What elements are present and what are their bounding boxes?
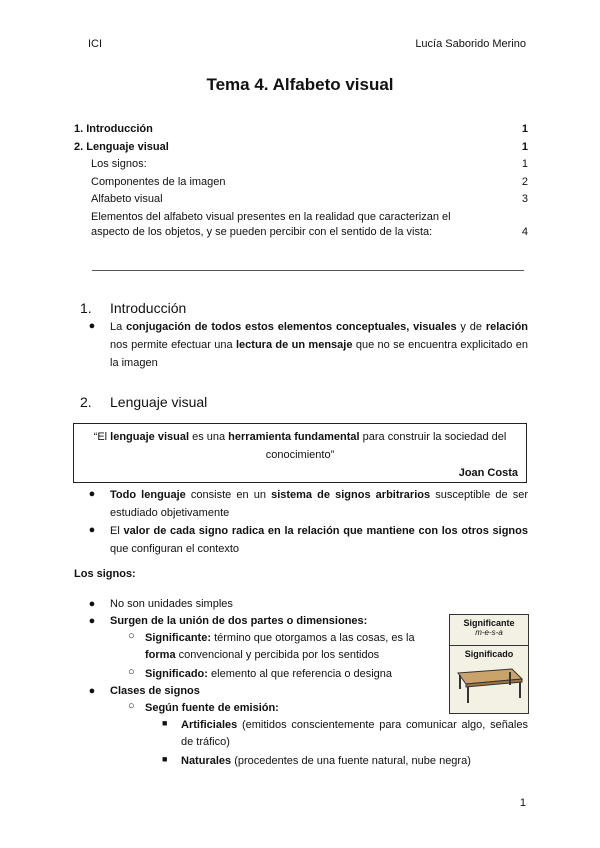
- toc-entry-page: 3: [521, 193, 528, 206]
- circle-bullet-icon: ○: [128, 630, 135, 642]
- bullet-icon: ●: [88, 320, 96, 332]
- toc-entry-page: 1: [521, 123, 528, 135]
- quote-box: [73, 423, 527, 483]
- toc-entry: [74, 210, 528, 240]
- table-icon: [450, 659, 527, 709]
- bullet-icon: ●: [88, 615, 96, 627]
- signos-item-3: Clases de signos: [110, 685, 200, 697]
- signos-heading: Los signos:: [74, 568, 136, 580]
- signos-item-2: Surgen de la unión de dos partes o dimensiones:: [110, 615, 368, 627]
- bullet-icon: ●: [88, 598, 96, 610]
- page-number: 1: [519, 797, 526, 809]
- square-bullet-icon: ■: [162, 718, 168, 728]
- quote-author: Joan Costa: [458, 467, 518, 479]
- toc-entry-title: Alfabeto visual: [91, 193, 163, 206]
- toc-entry: [74, 122, 528, 137]
- section-2-heading: [80, 394, 207, 410]
- significante-word: m-e-s-a: [475, 628, 503, 637]
- header-author: Lucía Saborido Merino: [415, 38, 526, 50]
- section-1-paragraph: La conjugación de todos estos elementos conceptuales, visuales y de relación nos permite efectuar una lectura de un mensaje que no se encuentra explicitado en la imagen: [110, 321, 529, 369]
- square-bullet-icon: ■: [162, 754, 168, 764]
- table-of-contents: [74, 122, 528, 243]
- toc-entry-page: 4: [521, 225, 528, 238]
- toc-entry-page: 1: [521, 140, 528, 153]
- toc-entry: [74, 192, 528, 207]
- sign-illustration: [449, 614, 529, 714]
- header-course: ICI: [88, 38, 103, 50]
- significante-item: Significante: término que otorgamos a las cosas, es la forma convencional y percibida por los sentidos: [145, 632, 415, 661]
- significado-label: Significado: [464, 649, 514, 659]
- bullet-icon: ●: [88, 685, 96, 697]
- toc-entry-page: 2: [521, 175, 528, 188]
- artificiales-item: Artificiales (emitidos conscientemente para comunicar algo, señales de tráfico): [181, 719, 528, 748]
- toc-entry: [74, 157, 528, 172]
- toc-entry-title: Los signos:: [91, 158, 147, 171]
- significante-panel: [450, 615, 528, 646]
- section-1-title: Introducción: [110, 300, 187, 316]
- section-2-title: Lenguaje visual: [110, 394, 208, 410]
- section-1-number: 1.: [80, 300, 92, 316]
- circle-bullet-icon: ○: [128, 666, 135, 678]
- toc-divider: [92, 270, 524, 271]
- toc-entry-title: Componentes de la imagen: [91, 175, 226, 188]
- quote-text: “El lenguaje visual es una herramienta fundamental para construir la sociedad del conocimiento”: [93, 431, 507, 461]
- lenguaje-bullet-2: El valor de cada signo radica en la relación que mantiene con los otros signos que configuran el contexto: [110, 525, 528, 555]
- significante-label: Significante: [463, 618, 515, 628]
- page-title: Tema 4. Alfabeto visual: [206, 75, 394, 94]
- circle-bullet-icon: ○: [128, 700, 135, 712]
- bullet-icon: ●: [88, 524, 96, 536]
- bullet-icon: ●: [88, 488, 96, 500]
- toc-entry-title: 2. Lenguaje visual: [74, 140, 169, 153]
- toc-entry-page: 1: [521, 158, 528, 171]
- significado-item: Significado: elemento al que referencia o designa: [145, 668, 393, 680]
- toc-entry: [74, 175, 528, 190]
- section-1-heading: [80, 300, 186, 316]
- signos-item-1: No son unidades simples: [110, 598, 233, 610]
- section-2-number: 2.: [80, 394, 92, 410]
- lenguaje-bullet-1: Todo lenguaje consiste en un sistema de signos arbitrarios susceptible de ser estudiado objetivamente: [110, 489, 528, 519]
- naturales-item: Naturales (procedentes de una fuente natural, nube negra): [181, 755, 471, 767]
- fuente-emision-item: Según fuente de emisión:: [145, 702, 279, 714]
- toc-entry: [74, 140, 528, 155]
- toc-entry-title: Elementos del alfabeto visual presentes en la realidad que caracterizan el aspecto de los objetos, y se pueden percibir con el sentido de la vista:: [91, 210, 451, 238]
- toc-entry-title: 1. Introducción: [74, 123, 153, 135]
